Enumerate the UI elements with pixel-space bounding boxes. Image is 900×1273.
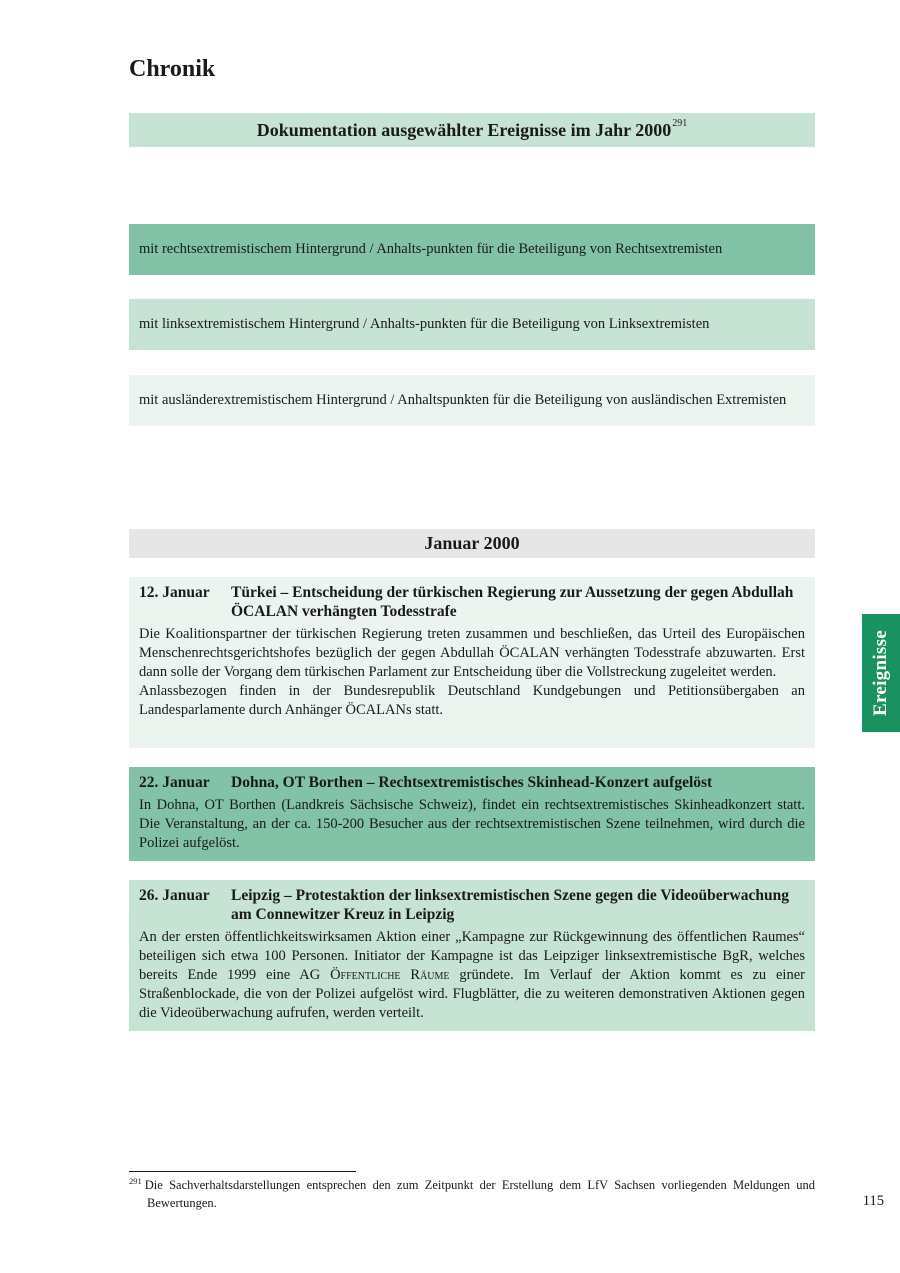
banner-title: Dokumentation ausgewählter Ereignisse im Jahr 2000 xyxy=(256,119,672,140)
documentation-banner xyxy=(129,113,815,147)
event-entry xyxy=(129,767,815,861)
event-entry xyxy=(129,880,815,1031)
footnote-text: Die Sachverhaltsdarstellungen entsprechen den zum Zeitpunkt der Erstellung dem LfV Sachsen vorliegenden Meldungen und Bewertungen. xyxy=(144,1178,815,1210)
footnote-number: 291 xyxy=(129,1176,142,1186)
event-body xyxy=(139,928,805,1023)
legend-label: mit rechtsextremistischem Hintergrund / Anhalts-punkten für die Beteiligung von Rechtsextremisten xyxy=(139,241,723,257)
body-text: An der ersten öffentlichkeitswirksamen Aktion einer „Kampagne zur Rückgewinnung des öffentlichen Raumes“ beteiligen sich etwa 100 Personen. Initiator der Kampagne ist das Leipziger linksextremistische BgR, welches bereits Ende 1999 eine AG xyxy=(139,929,805,983)
event-paragraph: Anlassbezogen finden in der Bundesrepublik Deutschland Kundgebungen und Petitionsübergaben an Landesparlamente durch Anhänger ÖCALANs statt. xyxy=(139,683,805,718)
legend-label: mit ausländerextremistischem Hintergrund / Anhaltspunkten für die Beteiligung von ausländischen Extremisten xyxy=(139,392,787,408)
footnote-reference[interactable]: 291 xyxy=(672,117,688,129)
legend-label: mit linksextremistischem Hintergrund / Anhalts-punkten für die Beteiligung von Linksextremisten xyxy=(139,316,710,332)
legend-left-extremism xyxy=(129,299,815,350)
page-number: 115 xyxy=(862,1193,884,1209)
event-body xyxy=(139,625,805,720)
event-body xyxy=(139,796,805,853)
footnote xyxy=(129,1177,815,1212)
event-title: Dohna, OT Borthen – Rechtsextremistisches Skinhead-Konzert aufgelöst xyxy=(231,774,713,791)
working-group-name: Öffentliche Räume xyxy=(330,967,450,983)
event-paragraph xyxy=(139,928,805,1023)
event-paragraph: Die Koalitionspartner der türkischen Regierung treten zusammen und beschließen, das Urteil des Europäischen Menschenrechtsgerichtshofes bezüglich der gegen Abdullah ÖCALAN verhängten Todesstrafe abzuwarten. Erst dann solle der Vorgang dem türkischen Parlament zur Entscheidung über die Vollstreckung zugeleitet werden. xyxy=(139,626,805,680)
chapter-title: Chronik xyxy=(129,56,216,82)
month-header: Januar 2000 xyxy=(129,529,815,558)
event-title: Türkei – Entscheidung der türkischen Regierung zur Aussetzung der gegen Abdullah ÖCALAN verhängten Todesstrafe xyxy=(231,584,794,620)
event-date: 12. Januar xyxy=(139,584,210,601)
section-tab-label: Ereignisse xyxy=(870,629,892,717)
event-title: Leipzig – Protestaktion der linksextremistischen Szene gegen die Videoüberwachung am Connewitzer Kreuz in Leipzig xyxy=(231,887,789,923)
section-tab-ereignisse[interactable] xyxy=(862,614,900,732)
body-text: gründete. Im Verlauf der Aktion kommt es zu einer Straßenblockade, die von der Polizei aufgelöst wird. Flugblätter, die zu weiteren demonstrativen Aktionen gegen die Videoüberwachung aufrufen, werden verteilt. xyxy=(139,967,805,1021)
footnote-divider xyxy=(129,1171,356,1172)
event-entry xyxy=(129,577,815,748)
event-paragraph: In Dohna, OT Borthen (Landkreis Sächsische Schweiz), findet ein rechtsextremistisches Skinheadkonzert statt. Die Veranstaltung, an der ca. 150-200 Besucher aus der rechtsextremistischen Szene teilnehmen, wird durch die Polizei aufgelöst. xyxy=(139,797,805,851)
event-date: 26. Januar xyxy=(139,887,210,904)
legend-foreign-extremism xyxy=(129,375,815,426)
legend-right-extremism xyxy=(129,224,815,275)
event-date: 22. Januar xyxy=(139,774,210,791)
